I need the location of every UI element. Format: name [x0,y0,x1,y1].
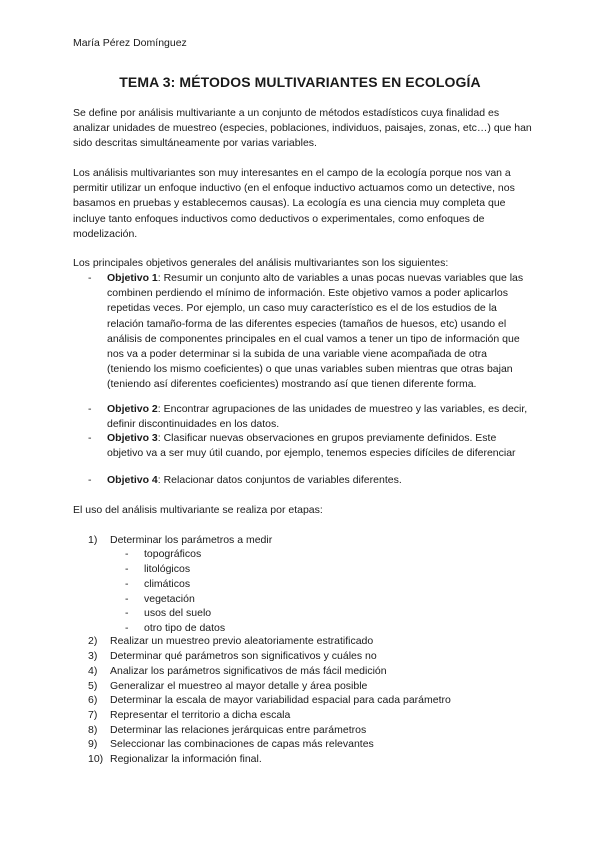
objective-text: : Resumir un conjunto alto de variables a unas pocas nuevas variables que las combinen perdiendo el mínimo de información. Este objetivo vamos a poder aplicarlos repetidas veces. Por ejemplo, un caso muy característico es el de los estudios de la relación tamaño-forma de las diferentes especies (tamaños de huesos, etc) usando el análisis de componentes principales en el cual vamos a tener un tipo de información que nos va a poder determinar si la subida de una variable viene acompañada de otra (teniendo los mismo coeficientes) o que unas variables suben mientras que otras bajan (teniendo así diferentes coeficientes) mostrando así que tienen diferente forma. [107,272,524,391]
list-dash: - [125,622,129,634]
objective-item [88,431,533,461]
step-text: Generalizar el muestreo al mayor detalle y área posible [110,680,368,692]
step-item [88,708,528,723]
sub-item-text: climáticos [144,578,191,590]
step-item [88,533,528,548]
step-item [88,679,528,694]
list-dash: - [88,403,92,415]
objective-item [88,473,533,488]
step-text: Determinar los parámetros a medir [110,534,273,546]
objective-label: Objetivo 3 [107,432,158,444]
step-item [88,752,528,767]
list-dash: - [88,432,92,444]
objective-text: : Relacionar datos conjuntos de variables diferentes. [157,474,402,486]
list-dash: - [125,593,129,605]
sub-item [125,577,190,592]
intro-paragraph: Se define por análisis multivariante a un conjunto de métodos estadísticos cuya finalidad es analizar unidades de muestreo (especies, poblaciones, individuos, paisajes, zonas, etc…) que han sido descritas simultáneamente por varias variables. [73,107,532,150]
step-text: Determinar las relaciones jerárquicas entre parámetros [110,724,367,736]
list-dash: - [125,563,129,575]
step-number: 3) [88,650,98,662]
list-dash: - [125,578,129,590]
step-text: Analizar los parámetros significativos de más fácil medición [110,665,387,677]
objective-text: : Encontrar agrupaciones de las unidades de muestreo y las variables, es decir, definir discontinuidades en los datos. [107,403,528,431]
list-dash: - [125,607,129,619]
objective-item [88,402,533,432]
author-name: María Pérez Domínguez [73,37,187,49]
step-number: 9) [88,738,98,750]
list-dash: - [88,272,92,284]
inductive-paragraph: Los análisis multivariantes son muy interesantes en el campo de la ecología porque nos van a permitir utilizar un enfoque inductivo (en el enfoque inductivo actuamos como un detective, nos basamos en pruebas y establecemos causas). La ecología es una ciencia muy completa que incluye tanto enfoques inductivos como deductivos o experimentales, como enfoques de modelización. [73,167,515,240]
step-text: Representar el territorio a dicha escala [110,709,291,721]
step-item [88,649,528,664]
step-text: Determinar qué parámetros son significativos y cuáles no [110,650,377,662]
sub-item-text: topográficos [144,548,202,560]
list-dash: - [125,548,129,560]
step-number: 6) [88,694,98,706]
step-number: 4) [88,665,98,677]
step-text: Realizar un muestreo previo aleatoriamente estratificado [110,635,374,647]
step-item [88,723,528,738]
step-text: Regionalizar la información final. [110,753,262,765]
objective-text: : Clasificar nuevas observaciones en grupos previamente definidos. Este objetivo va a ser muy útil cuando, por ejemplo, tenemos especies difíciles de diferenciar [107,432,516,460]
step-number: 7) [88,709,98,721]
objectives-intro: Los principales objetivos generales del análisis multivariantes son los siguientes: [73,257,449,269]
step-item [88,664,528,679]
objective-item [88,271,533,393]
sub-item [125,562,190,577]
step-number: 1) [88,534,98,546]
step-number: 2) [88,635,98,647]
sub-item-text: usos del suelo [144,607,212,619]
sub-item-text: otro tipo de datos [144,622,226,634]
step-item [88,634,528,649]
step-item [88,693,528,708]
objective-label: Objetivo 1 [107,272,158,284]
sub-item-text: vegetación [144,593,195,605]
step-number: 10) [88,753,104,765]
step-number: 8) [88,724,98,736]
sub-item [125,592,195,607]
objective-label: Objetivo 4 [107,474,158,486]
sub-item [125,547,201,562]
list-dash: - [88,474,92,486]
sub-item-text: litológicos [144,563,191,575]
page-title: TEMA 3: MÉTODOS MULTIVARIANTES EN ECOLOGÍA [119,74,481,90]
step-text: Seleccionar las combinaciones de capas más relevantes [110,738,374,750]
step-number: 5) [88,680,98,692]
step-text: Determinar la escala de mayor variabilidad espacial para cada parámetro [110,694,451,706]
stages-intro: El uso del análisis multivariante se realiza por etapas: [73,504,323,516]
objective-label: Objetivo 2 [107,403,158,415]
sub-item [125,606,211,621]
step-item [88,737,528,752]
